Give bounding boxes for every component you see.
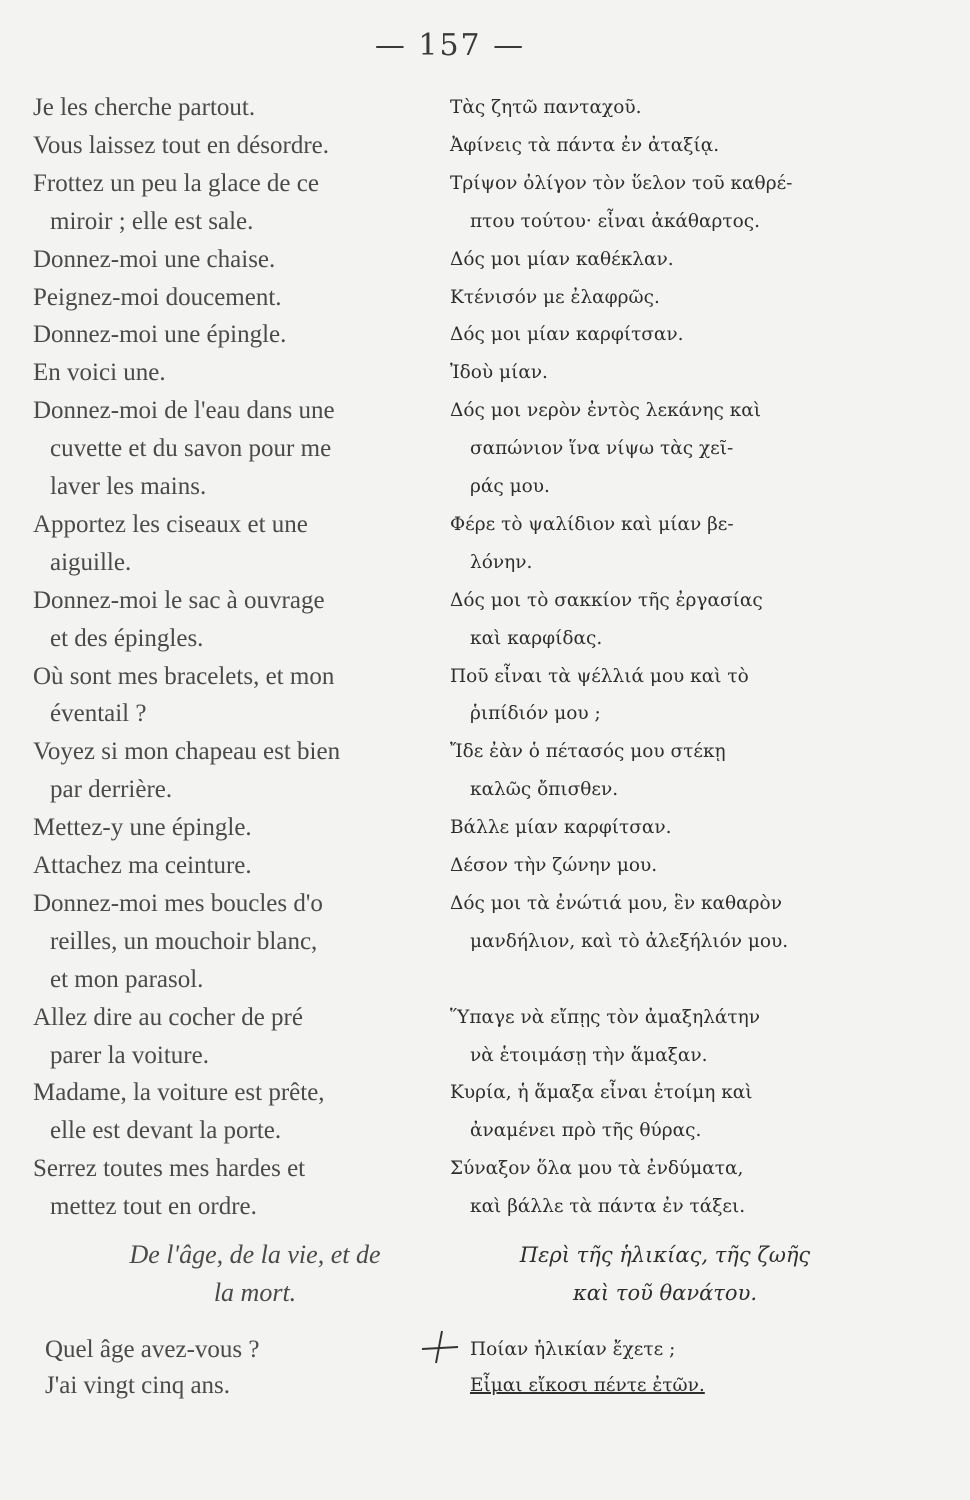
phrase-row [0, 960, 970, 1000]
french-text: Donnez-moi une épingle. [33, 321, 287, 349]
greek-text: ἀναμένει πρὸ τῆς θύρας. [470, 1120, 702, 1142]
greek-text: πτου τούτου· εἶναι ἀκάθαρτος. [470, 210, 761, 232]
greek-text: καλῶς ὄπισθεν. [470, 779, 619, 801]
greek-text: μανδήλιον, καὶ τὸ ἀλεξήλιόν μου. [470, 930, 789, 952]
greek-text: Εἶμαι εἴκοσι πέντε ἐτῶν. [470, 1375, 705, 1396]
phrase-row [0, 505, 970, 545]
phrase-row [0, 353, 970, 393]
french-text: parer la voiture. [50, 1041, 209, 1069]
phrase-row [0, 543, 970, 583]
french-text: Madame, la voiture est prête, [33, 1079, 325, 1107]
phrase-row [0, 846, 970, 886]
french-text: laver les mains. [50, 473, 207, 500]
section-title-french-line1: De l'âge, de la vie, et de [129, 1240, 381, 1269]
french-text: Mettez-y une épingle. [33, 814, 252, 842]
greek-text: Δός μοι μίαν καρφίτσαν. [450, 324, 684, 346]
french-text: elle est devant la porte. [50, 1117, 282, 1145]
phrase-row [0, 619, 970, 659]
phrase-row [0, 467, 970, 507]
french-text: Apportez les ciseaux et une [33, 510, 308, 538]
greek-text: καὶ βάλλε τὰ πάντα ἐν τάξει. [470, 1196, 746, 1218]
phrase-row [0, 1073, 970, 1113]
phrase-row [0, 429, 970, 469]
french-text: par derrière. [50, 776, 173, 804]
greek-text: Φέρε τὸ ψαλίδιον καὶ μίαν βε- [450, 513, 734, 535]
phrase-row [0, 922, 970, 962]
phrase-row [0, 164, 970, 204]
french-text: Donnez-moi le sac à ouvrage [33, 586, 325, 614]
greek-text: Δός μοι τὸ σακκίον τῆς ἐργασίας [450, 589, 763, 611]
phrase-row [0, 315, 970, 355]
phrase-row [0, 126, 970, 166]
french-text: cuvette et du savon pour me [50, 435, 332, 463]
phrase-row [0, 808, 970, 848]
greek-text: ῥιπίδιόν μου ; [470, 703, 601, 725]
greek-text: Δός μοι νερὸν ἐντὸς λεκάνης καὶ [450, 400, 762, 422]
greek-text: Ἰδοὺ μίαν. [450, 362, 548, 384]
french-text: Je les cherche partout. [33, 94, 256, 121]
phrase-row [0, 1111, 970, 1151]
greek-text: Ὕπαγε νὰ εἴπῃς τὸν ἀμαξηλάτην [450, 1006, 760, 1028]
greek-text: Ποῦ εἶναι τὰ ψέλλιά μου καὶ τὸ [450, 665, 749, 687]
french-text: Où sont mes bracelets, et mon [33, 662, 335, 690]
greek-text: Κτένισόν με ἐλαφρῶς. [450, 286, 660, 308]
phrase-row [0, 998, 970, 1038]
greek-text: καὶ καρφίδας. [470, 627, 603, 649]
greek-text: Ποίαν ἡλικίαν ἔχετε ; [470, 1339, 676, 1360]
phrase-row [0, 770, 970, 810]
phrase-row [0, 278, 970, 318]
greek-text: Δός μοι μίαν καθέκλαν. [450, 248, 674, 270]
french-text: Donnez-moi de l'eau dans une [33, 397, 335, 425]
section-title-greek-line1: Περὶ τῆς ἡλικίας, τῆς ζωῆς [519, 1243, 811, 1267]
greek-text: Κυρία, ἡ ἅμαξα εἶναι ἑτοίμη καὶ [450, 1082, 753, 1104]
french-text: Frottez un peu la glace de ce [33, 169, 319, 197]
phrase-row [0, 88, 970, 128]
phrase-row [0, 240, 970, 280]
french-text: miroir ; elle est sale. [50, 207, 254, 235]
french-text: Serrez toutes mes hardes et [33, 1155, 306, 1183]
french-text: reilles, un mouchoir blanc, [50, 927, 318, 955]
phrase-row [0, 391, 970, 431]
french-text: mettez tout en ordre. [50, 1193, 257, 1221]
french-text: J'ai vingt cinq ans. [45, 1372, 231, 1399]
phrase-row [0, 884, 970, 924]
greek-text: Βάλλε μίαν καρφίτσαν. [450, 817, 672, 839]
french-text: En voici une. [33, 359, 166, 387]
greek-text: Τὰς ζητῶ πανταχοῦ. [450, 97, 642, 118]
greek-text: λόνην. [470, 551, 533, 573]
french-text: Donnez-moi une chaise. [33, 245, 276, 273]
greek-text: Ἀφίνεις τὰ πάντα ἐν ἀταξίᾳ. [450, 134, 720, 156]
french-text: Vous laissez tout en désordre. [33, 131, 330, 159]
phrase-row [0, 732, 970, 772]
phrase-row [0, 1366, 970, 1406]
phrase-row [0, 1149, 970, 1189]
greek-text: Δέσον τὴν ζώνην μου. [450, 855, 658, 876]
greek-text: Τρίψον ὀλίγον τὸν ὕελον τοῦ καθρέ- [450, 172, 793, 194]
greek-text: σαπώνιον ἵνα νίψω τὰς χεῖ- [470, 438, 734, 460]
french-text: Voyez si mon chapeau est bien [33, 738, 341, 766]
phrase-row [0, 1330, 970, 1370]
french-text: et des épingles. [50, 624, 204, 652]
greek-text: Σύναξον ὅλα μου τὰ ἐνδύματα, [450, 1158, 744, 1180]
page-number: — 157 — [374, 28, 526, 63]
greek-text: Ἴδε ἐὰν ὁ πέτασός μου στέκῃ [450, 741, 726, 763]
section-title-greek-line2: καὶ τοῦ θανάτου. [572, 1281, 758, 1305]
french-text: Quel âge avez-vous ? [45, 1336, 260, 1363]
phrase-row [0, 581, 970, 621]
phrase-row [0, 1187, 970, 1227]
section-title-french-line2: la mort. [213, 1278, 297, 1307]
french-text: Donnez-moi mes boucles d'o [33, 889, 323, 917]
french-text: éventail ? [50, 700, 147, 728]
phrase-row [0, 202, 970, 242]
phrase-row [0, 657, 970, 697]
french-text: et mon parasol. [50, 965, 204, 993]
greek-text: Δός μοι τὰ ἐνώτιά μου, ἓν καθαρὸν [450, 892, 782, 914]
phrase-row [0, 1036, 970, 1076]
greek-text: ράς μου. [470, 476, 550, 497]
french-text: aiguille. [50, 548, 132, 576]
french-text: Peignez-moi doucement. [33, 283, 282, 311]
greek-text: νὰ ἑτοιμάσῃ τὴν ἅμαξαν. [470, 1044, 708, 1066]
french-text: Attachez ma ceinture. [33, 852, 252, 879]
phrase-row [0, 694, 970, 734]
french-text: Allez dire au cocher de pré [33, 1003, 303, 1031]
